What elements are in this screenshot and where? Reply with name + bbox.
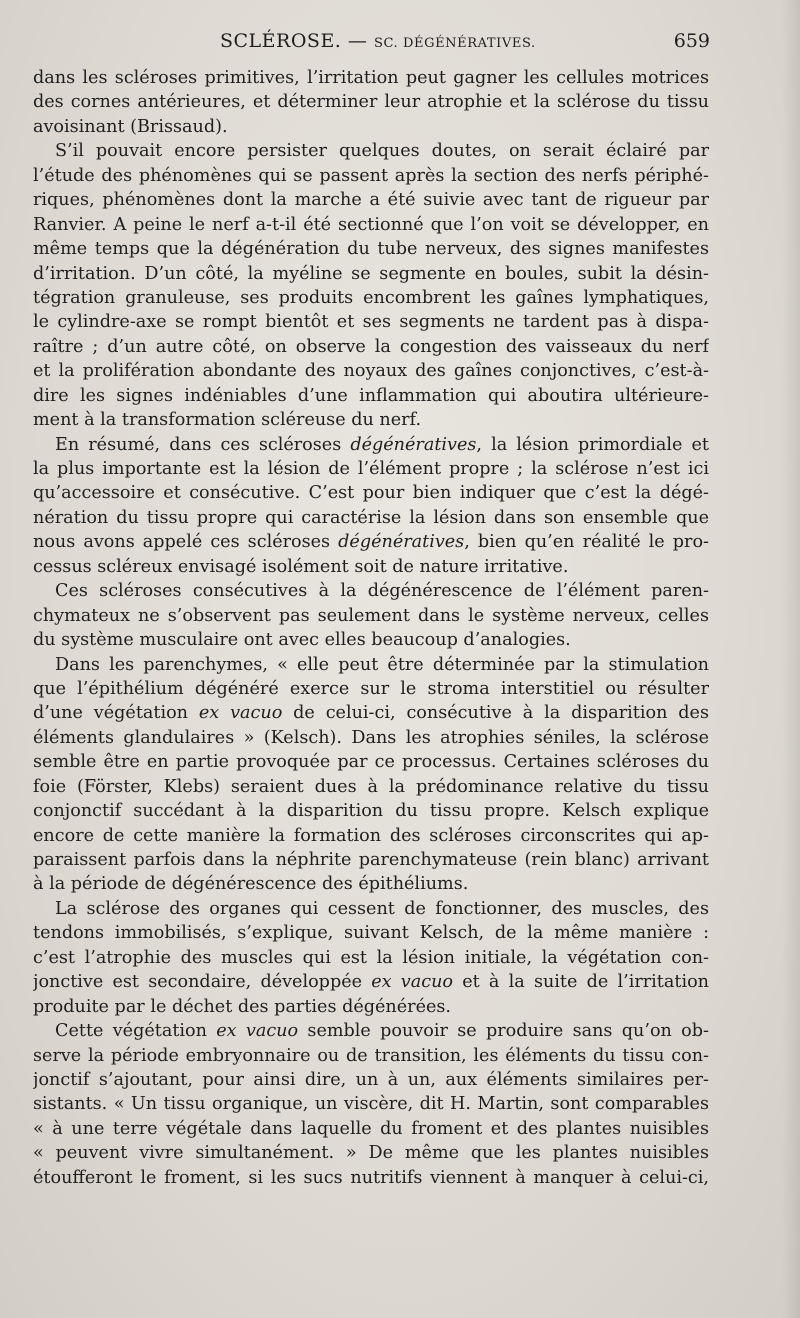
text-line: cessus scléreux envisagé isolément soit de nature irritative.	[33, 556, 569, 577]
text-line: éléments glandulaires » (Kelsch). Dans les atrophies séniles, la sclérose	[33, 727, 709, 748]
text-line: étoufferont le froment, si les sucs nutritifs viennent à manquer à celui-ci,	[33, 1167, 709, 1188]
italic-term: ex vacuo	[198, 703, 283, 724]
text-line: qu’accessoire et consécutive. C’est pour bien indiquer que c’est la dégé-	[33, 483, 709, 504]
text-line: ment à la transformation scléreuse du nerf.	[33, 410, 422, 431]
text-line: sistants. « Un tissu organique, un viscère, dit H. Martin, sont comparables	[33, 1094, 709, 1115]
text-line: c’est l’atrophie des muscles qui est la lésion initiale, la végétation con-	[33, 947, 709, 968]
text-line: nération du tissu propre qui caractérise la lésion dans son ensemble que	[33, 507, 709, 528]
text-line: jonctif s’ajoutant, pour ainsi dire, un à un, aux éléments similaires per-	[33, 1069, 709, 1090]
italic-term: ex vacuo	[216, 1021, 299, 1042]
text-line: du système musculaire ont avec elles beaucoup d’analogies.	[33, 630, 571, 651]
text-line: que l’épithélium dégénéré exerce sur le stroma interstitiel ou résulter	[33, 678, 709, 699]
text-line: Ces scléroses consécutives à la dégénérescence de l’élément paren-	[55, 581, 709, 602]
text-line: chymateux ne s’observent pas seulement dans le système nerveux, celles	[33, 605, 709, 626]
text-line: d’irritation. D’un côté, la myéline se segmente en boules, subit la désin-	[33, 263, 709, 284]
text-line: paraissent parfois dans la néphrite parenchymateuse (rein blanc) arrivant	[33, 850, 709, 870]
text-line: le cylindre-axe se rompt bientôt et ses segments ne tardent pas à dispa-	[33, 312, 709, 333]
text-line: Dans les parenchymes, « elle peut être déterminée par la stimulation	[55, 654, 709, 675]
running-header	[220, 30, 708, 54]
text-line: S’il pouvait encore persister quelques doutes, on serait éclairé par	[55, 141, 709, 162]
italic-term: dégénératives	[338, 532, 465, 553]
italic-term: dégénératives	[350, 434, 477, 455]
text-line: nous avons appelé ces scléroses dégénératives, bien qu’en réalité le pro-	[33, 532, 709, 553]
italic-term: ex vacuo	[371, 972, 454, 993]
text-line: En résumé, dans ces scléroses dégénératives, la lésion primordiale et	[55, 434, 709, 455]
running-title-sub: SC. DÉGÉNÉRATIVES.	[373, 36, 536, 51]
text-line: encore de cette manière la formation des scléroses circonscrites qui ap-	[33, 825, 709, 846]
text-line: produite par le déchet des parties dégénérées.	[33, 996, 452, 1017]
text-line: même temps que la dégénération du tube nerveux, des signes manifestes	[33, 239, 709, 260]
text-line: conjonctif succédant à la disparition du tissu propre. Kelsch explique	[33, 801, 709, 822]
text-line: dire les signes indéniables d’une inflammation qui aboutira ultérieure-	[33, 385, 709, 406]
text-line: serve la période embryonnaire ou de transition, les éléments du tissu con-	[33, 1045, 709, 1066]
text-line: à la période de dégénérescence des épithéliums.	[33, 874, 469, 895]
text-line: riques, phénomènes dont la marche a été suivie avec tant de rigueur par	[33, 190, 709, 211]
text-line: avoisinant (Brissaud).	[33, 116, 228, 137]
text-line: Cette végétation ex vacuo semble pouvoir se produire sans qu’on ob-	[55, 1021, 709, 1042]
text-line: d’une végétation ex vacuo de celui-ci, consécutive à la disparition des	[33, 703, 709, 724]
text-line: Ranvier. A peine le nerf a-t-il été sectionné que l’on voit se développer, en	[33, 214, 709, 235]
running-title	[220, 30, 536, 52]
text-line: la plus importante est la lésion de l’élément propre ; la sclérose n’est ici	[33, 459, 709, 479]
text-line: des cornes antérieures, et déterminer leur atrophie et la sclérose du tissu	[33, 92, 709, 113]
text-line: tendons immobilisés, s’explique, suivant Kelsch, de la même manière :	[33, 923, 709, 944]
page-number: 659	[673, 30, 710, 52]
text-line: raître ; d’un autre côté, on observe la congestion des vaisseaux du nerf	[33, 336, 709, 357]
text-line: « peuvent vivre simultanément. » De même que les plantes nuisibles	[33, 1143, 709, 1164]
text-line: « à une terre végétale dans laquelle du froment et des plantes nuisibles	[33, 1118, 709, 1139]
text-line: jonctive est secondaire, développée ex vacuo et à la suite de l’irritation	[33, 972, 709, 993]
text-line: La sclérose des organes qui cessent de fonctionner, des muscles, des	[55, 898, 709, 919]
text-line: tégration granuleuse, ses produits encombrent les gaînes lymphatiques,	[33, 287, 709, 308]
text-line: et la prolifération abondante des noyaux des gaînes conjonctives, c’est-à-	[33, 361, 709, 382]
text-line: foie (Förster, Klebs) seraient dues à la prédominance relative du tissu	[33, 776, 709, 797]
scan-shadow-edge	[782, 0, 800, 1318]
running-title-main: SCLÉROSE. —	[220, 30, 374, 52]
text-line: semble être en partie provoquée par ce processus. Certaines scléroses du	[33, 752, 709, 773]
text-line: l’étude des phénomènes qui se passent après la section des nerfs périphé-	[33, 165, 709, 186]
body-text	[33, 66, 709, 1190]
text-line: dans les scléroses primitives, l’irritation peut gagner les cellules motrices	[33, 68, 709, 88]
